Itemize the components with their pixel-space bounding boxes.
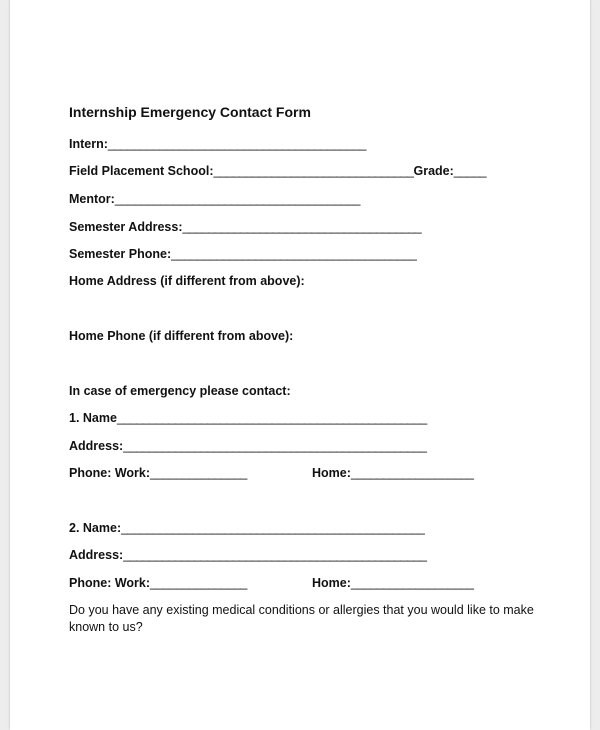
semester-phone-field[interactable] (69, 246, 416, 262)
contact1-work-phone-field[interactable] (69, 465, 247, 481)
mentor-blank[interactable]: ______________________________________ (114, 192, 361, 206)
emergency-heading: In case of emergency please contact: (69, 384, 291, 398)
contact2-home-phone-field[interactable] (312, 575, 474, 591)
home-address-label: Home Address (if different from above): (69, 274, 305, 288)
medical-question: Do you have any existing medical conditions or allergies that you would like to make known to us? (69, 603, 534, 634)
contact2-name-field[interactable] (69, 520, 424, 536)
grade-blank[interactable]: _____ (453, 164, 487, 178)
contact1-address-field[interactable] (69, 438, 426, 454)
contact1-name-blank[interactable]: ________________________________________________ (116, 411, 427, 425)
document-page (10, 0, 590, 730)
contact1-work-blank[interactable]: _______________ (150, 466, 247, 480)
contact1-address-label: Address: (69, 439, 124, 453)
mentor-field[interactable] (69, 191, 360, 207)
intern-label: Intern: (69, 137, 108, 151)
contact2-address-field[interactable] (69, 547, 426, 563)
semester-address-blank[interactable]: _____________________________________ (182, 220, 422, 234)
intern-field[interactable] (69, 136, 366, 152)
contact2-home-blank[interactable]: ___________________ (350, 576, 474, 590)
contact2-work-phone-field[interactable] (69, 575, 247, 591)
contact1-home-label: Home: (312, 466, 351, 480)
school-blank[interactable]: _______________________________ (213, 164, 414, 178)
semester-phone-label: Semester Phone: (69, 247, 172, 261)
contact1-home-blank[interactable]: ___________________ (350, 466, 474, 480)
school-field[interactable] (69, 163, 486, 179)
grade-label: Grade: (413, 164, 454, 178)
semester-address-label: Semester Address: (69, 220, 183, 234)
contact2-address-blank[interactable]: _______________________________________________ (123, 548, 427, 562)
contact2-work-label: Phone: Work: (69, 576, 151, 590)
contact1-address-blank[interactable]: _______________________________________________ (123, 439, 427, 453)
contact1-home-phone-field[interactable] (312, 465, 474, 481)
intern-blank[interactable]: ________________________________________ (107, 137, 366, 151)
contact2-home-label: Home: (312, 576, 351, 590)
school-label: Field Placement School: (69, 164, 214, 178)
form-title: Internship Emergency Contact Form (69, 104, 311, 120)
contact1-work-label: Phone: Work: (69, 466, 151, 480)
contact2-name-label: 2. Name: (69, 521, 122, 535)
contact2-name-blank[interactable]: _______________________________________________ (121, 521, 425, 535)
semester-address-field[interactable] (69, 219, 421, 235)
contact2-address-label: Address: (69, 548, 124, 562)
mentor-label: Mentor: (69, 192, 115, 206)
contact2-work-blank[interactable]: _______________ (150, 576, 247, 590)
semester-phone-blank[interactable]: ______________________________________ (171, 247, 417, 261)
contact1-name-field[interactable] (69, 410, 427, 426)
home-phone-label: Home Phone (if different from above): (69, 329, 294, 343)
contact1-name-label: 1. Name (69, 411, 117, 425)
